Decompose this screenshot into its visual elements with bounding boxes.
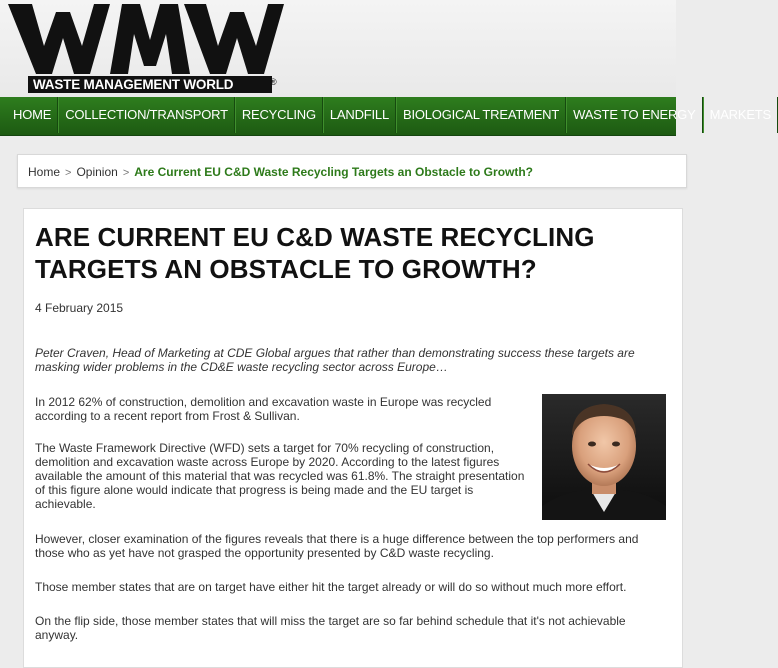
site-logo[interactable] <box>8 4 284 76</box>
nav-item-markets[interactable]: MARKETS <box>703 97 778 133</box>
main-nav <box>0 97 772 136</box>
breadcrumb-current-page[interactable]: Are Current EU C&D Waste Recycling Targets an Obstacle to Growth? <box>134 165 534 179</box>
breadcrumb-separator: > <box>122 167 130 179</box>
breadcrumb-home-link[interactable]: Home <box>28 165 61 179</box>
article-paragraph: However, closer examination of the figures reveals that there is a huge difference between the top performers and those who as yet have not grasped the opportunity presented by C&D waste recycling. <box>35 532 639 560</box>
registered-mark: ® <box>270 77 277 87</box>
article-paragraph: In 2012 62% of construction, demolition and excavation waste in Europe was recycled according to a recent report from Frost & Sullivan. <box>35 395 492 423</box>
article-paragraph: On the flip side, those member states that will miss the target are so far behind schedule that it's not achievable anyway. <box>35 614 626 642</box>
author-photo <box>542 394 666 520</box>
breadcrumb <box>17 154 687 188</box>
logo-wordmark: WASTE MANAGEMENT WORLD <box>28 76 272 93</box>
article-standfirst: Peter Craven, Head of Marketing at CDE Global argues that rather than demonstrating success these targets are masking wider problems in the CD&E waste recycling sector across Europe… <box>35 346 635 374</box>
author-portrait-image <box>542 394 666 520</box>
nav-item-recycling[interactable]: RECYCLING <box>235 97 323 133</box>
article-container <box>23 208 683 668</box>
nav-item-biological-treatment[interactable]: BIOLOGICAL TREATMENT <box>396 97 566 133</box>
article-date: 4 February 2015 <box>35 301 124 315</box>
article-paragraph: Those member states that are on target have either hit the target already or will do so without much more effort. <box>35 580 627 594</box>
nav-item-home[interactable]: HOME <box>0 97 58 133</box>
wmw-logo-mark <box>8 4 284 76</box>
nav-item-waste-to-energy[interactable]: WASTE TO ENERGY <box>566 97 702 133</box>
nav-item-landfill[interactable]: LANDFILL <box>323 97 396 133</box>
nav-item-collection-transport[interactable]: COLLECTION/TRANSPORT <box>58 97 235 133</box>
article-title: ARE CURRENT EU C&D WASTE RECYCLING TARGETS AN OBSTACLE TO GROWTH? <box>35 222 595 284</box>
breadcrumb-opinion-link[interactable]: Opinion <box>76 165 118 179</box>
article-paragraph: The Waste Framework Directive (WFD) sets a target for 70% recycling of construction, demolition and excavation waste across Europe by 2020. According to the latest figures available the amount of this material that was recycled was 61.8%. The straight presentation of this figure alone would indicate that progress is being made and the EU target is achievable. <box>35 441 525 511</box>
site-header <box>0 0 676 97</box>
breadcrumb-separator: > <box>65 167 72 179</box>
